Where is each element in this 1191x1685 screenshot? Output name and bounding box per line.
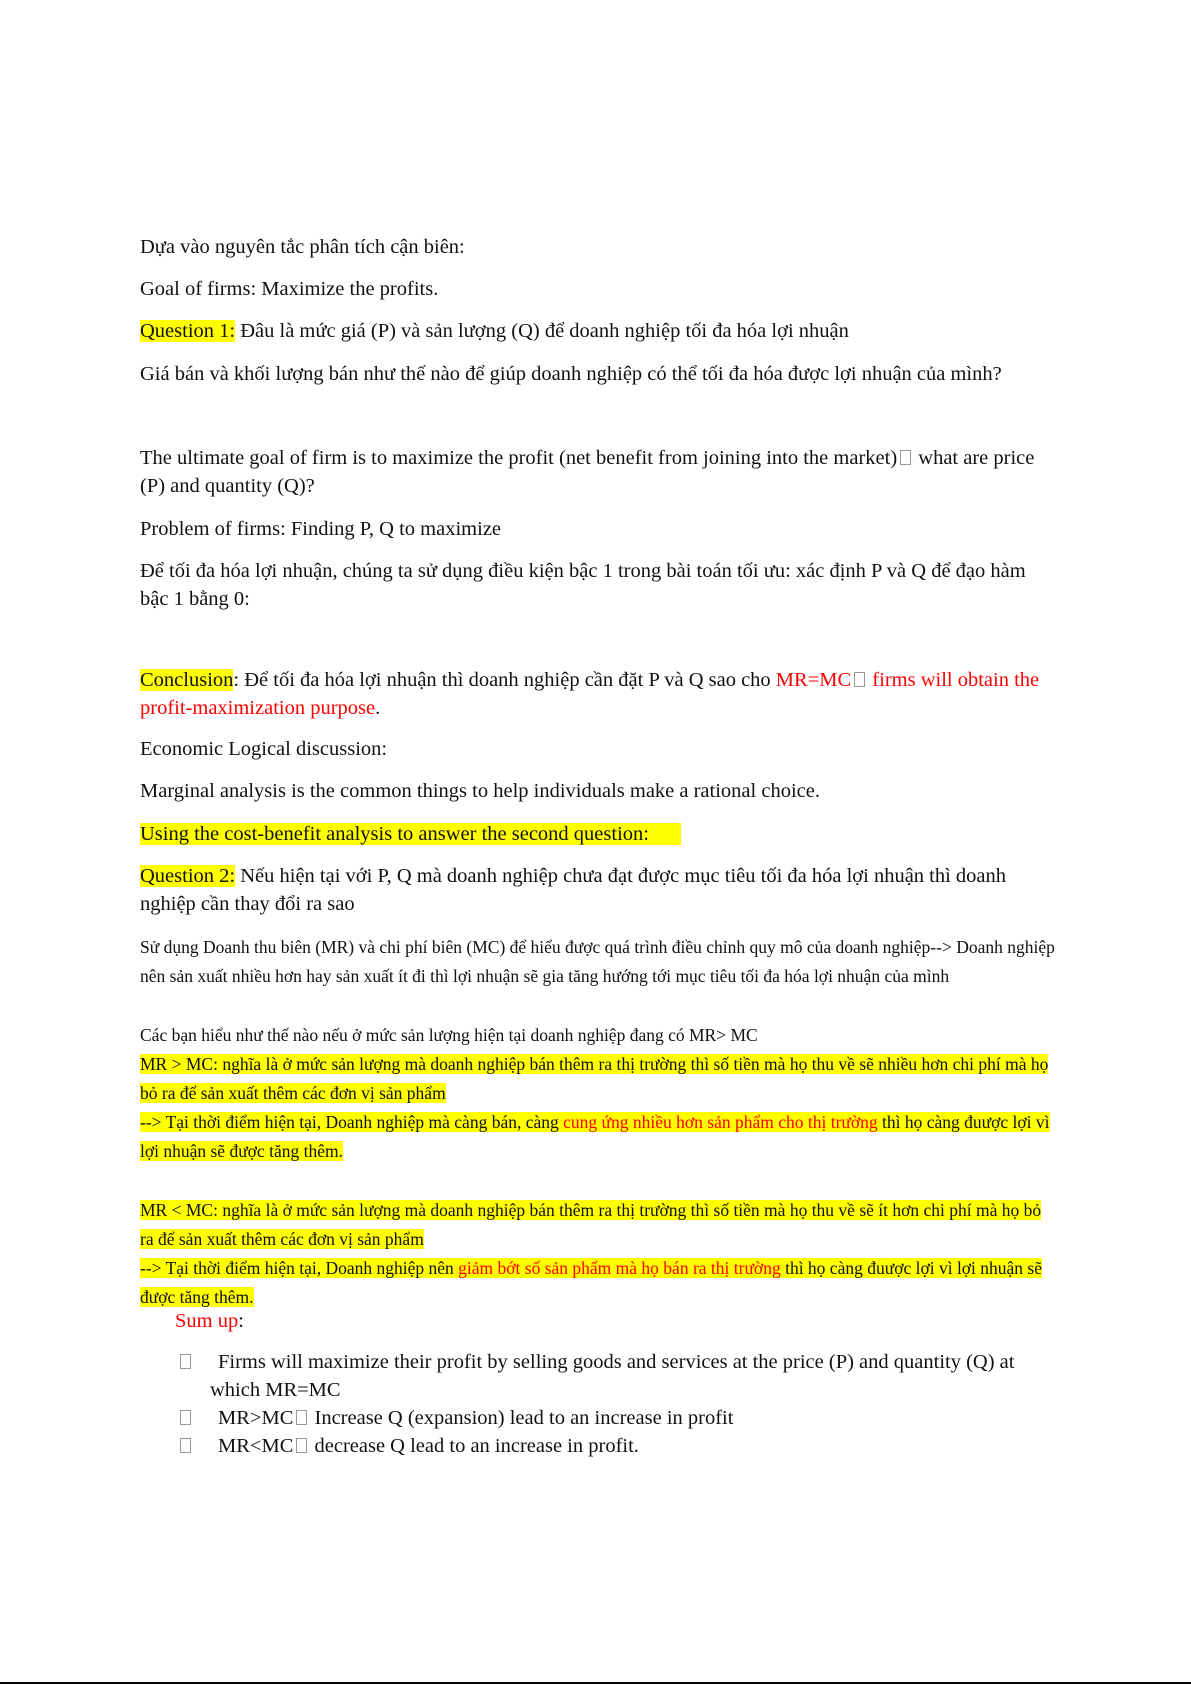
sum-up-bullet-1: Firms will maximize their profit by selling goods and services at the price (P) and quantity (Q) at which MR=MC bbox=[210, 1351, 1015, 1401]
problem-of-firms: Problem of firms: Finding P, Q to maximize bbox=[140, 518, 502, 540]
question-2-label: Question 2: bbox=[140, 865, 236, 887]
conclusion-label: Conclusion bbox=[140, 669, 234, 691]
marginal-analysis: Marginal analysis is the common things to help individuals make a rational choice. bbox=[140, 780, 820, 802]
missing-glyph-icon bbox=[296, 1438, 307, 1453]
cost-benefit-line: Using the cost-benefit analysis to answer the second question: bbox=[140, 820, 681, 848]
mr-less-mc: MR < MC: nghĩa là ở mức sản lượng mà doanh nghiệp bán thêm ra thị trường thì số tiền mà họ thu về sẽ ít hơn chi phí mà họ bỏ ra để sản xuất thêm các đơn vị sản phẩm bbox=[140, 1200, 1042, 1249]
conclusion-paragraph: Conclusion: Để tối đa hóa lợi nhuận thì doanh nghiệp cần đặt P và Q sao cho MR=MC firms will obtain the profit-maximization purpose. bbox=[140, 669, 1040, 719]
intro-line-2: Goal of firms: Maximize the profits. bbox=[140, 278, 439, 300]
small-paragraph-1: Sử dụng Doanh thu biên (MR) và chi phí biên (MC) để hiểu được quá trình điều chỉnh quy mô của doanh nghiệp--> Doanh nghiệp nên sản xuất nhiều hơn hay sản xuất ít đi thì lợi nhuận sẽ gia tăng hướng tới mục tiêu tối đa hóa lợi nhuận của mình bbox=[140, 937, 1055, 986]
optimality-paragraph: Để tối đa hóa lợi nhuận, chúng ta sử dụng điều kiện bậc 1 trong bài toán tối ưu: xác định P và Q để đạo hàm bậc 1 bằng 0: bbox=[140, 560, 1026, 610]
small-paragraph-2: Các bạn hiểu như thế nào nếu ở mức sản lượng hiện tại doanh nghiệp đang có MR> MC bbox=[140, 1025, 758, 1045]
missing-glyph-icon bbox=[900, 450, 911, 465]
sum-up-bullet-2: MR>MC Increase Q (expansion) lead to an increase in profit bbox=[218, 1407, 734, 1429]
econ-discussion: Economic Logical discussion: bbox=[140, 738, 388, 760]
mr-less-mc-arrow: --> Tại thời điểm hiện tại, Doanh nghiệp nên giảm bớt số sản phẩm mà họ bán ra thị trường thì họ càng đuược lợi vì lợi nhuận sẽ được tăng thêm. bbox=[140, 1258, 1043, 1307]
question-2: Question 2: Nếu hiện tại với P, Q mà doanh nghiệp chưa đạt được mục tiêu tối đa hóa lợi nhuận thì doanh nghiệp cần thay đổi ra sao bbox=[140, 865, 1007, 915]
question-1-text: Đâu là mức giá (P) và sản lượng (Q) để doanh nghiệp tối đa hóa lợi nhuận bbox=[235, 320, 849, 342]
ultimate-goal-paragraph: The ultimate goal of firm is to maximize the profit (net benefit from joining into the market) what are price (P) and quantity (Q)? bbox=[140, 447, 1035, 497]
bullet-3-icon bbox=[177, 1432, 193, 1460]
sum-up-bullet-3: MR<MC decrease Q lead to an increase in profit. bbox=[218, 1435, 639, 1457]
question-1-label: Question 1: bbox=[140, 320, 236, 342]
intro-line-1: Dựa vào nguyên tắc phân tích cận biên: bbox=[140, 236, 465, 258]
question-1-vi: Giá bán và khối lượng bán như thế nào để giúp doanh nghiệp có thể tối đa hóa được lợi nhuận của mình? bbox=[140, 363, 1002, 385]
question-1 bbox=[140, 317, 849, 345]
mr-greater-mc: MR > MC: nghĩa là ở mức sản lượng mà doanh nghiệp bán thêm ra thị trường thì số tiền mà họ thu về sẽ nhiều hơn chi phí mà họ bỏ ra để sản xuất thêm các đơn vị sản phẩm bbox=[140, 1054, 1049, 1103]
page-bottom-rule bbox=[0, 1682, 1191, 1684]
missing-glyph-icon bbox=[854, 672, 865, 687]
bullet-1-icon bbox=[177, 1348, 193, 1376]
missing-glyph-icon bbox=[296, 1410, 307, 1425]
bullet-2-icon bbox=[177, 1404, 193, 1432]
mr-greater-mc-arrow: --> Tại thời điểm hiện tại, Doanh nghiệp mà càng bán, càng cung ứng nhiều hơn sản phẩm cho thị trường thì họ càng đuược lợi vì lợi nhuận sẽ được tăng thêm. bbox=[140, 1112, 1050, 1161]
sum-up-heading: Sum up: bbox=[175, 1310, 244, 1332]
